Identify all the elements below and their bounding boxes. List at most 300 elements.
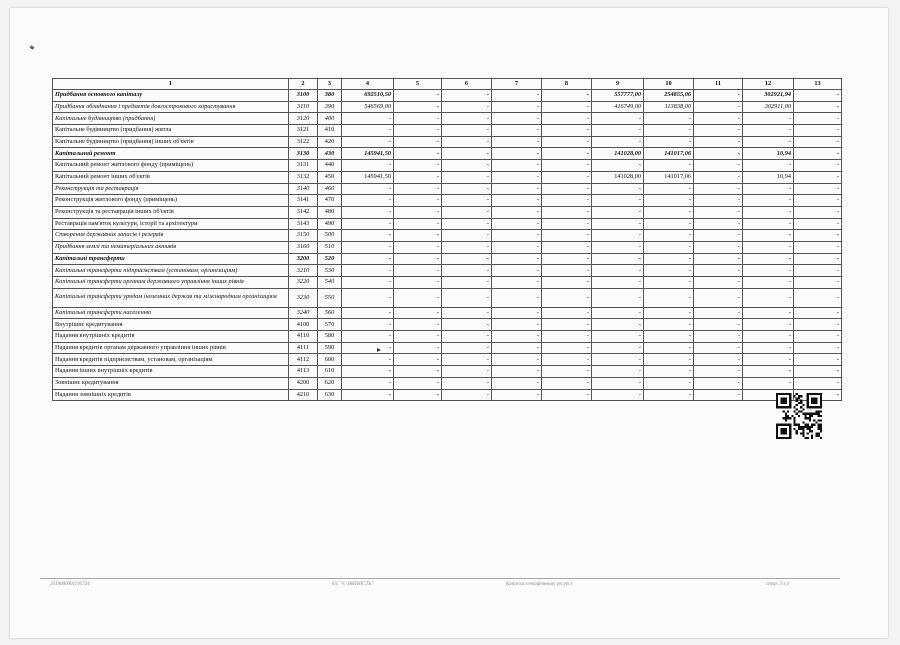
- table-row: [53, 171, 842, 183]
- amount-cell: -: [592, 218, 644, 230]
- amount-cell: -: [442, 277, 492, 289]
- amount-cell: -: [492, 148, 542, 160]
- scan-mark: [30, 45, 35, 50]
- amount-cell: -: [492, 241, 542, 253]
- amount-cell: -: [743, 319, 794, 331]
- amount-cell: -: [694, 241, 743, 253]
- amount-cell: -: [644, 113, 694, 125]
- amount-cell: -: [743, 354, 794, 366]
- amount-cell: -: [592, 319, 644, 331]
- amount-cell: -: [694, 113, 743, 125]
- amount-cell: -: [492, 195, 542, 207]
- amount-cell: -: [394, 160, 442, 172]
- amount-cell: -: [794, 307, 842, 319]
- amount-cell: -: [542, 183, 592, 195]
- amount-cell: -: [542, 160, 592, 172]
- amount-cell: -: [394, 206, 442, 218]
- amount-cell: -: [442, 366, 492, 378]
- amount-cell: 141017,06: [644, 171, 694, 183]
- amount-cell: -: [743, 331, 794, 343]
- amount-cell: -: [342, 125, 394, 137]
- amount-cell: -: [694, 171, 743, 183]
- amount-cell: -: [694, 230, 743, 242]
- row-code: 440: [318, 160, 342, 172]
- amount-cell: -: [794, 389, 842, 401]
- kekv-code: 3141: [289, 195, 318, 207]
- amount-cell: -: [542, 90, 592, 102]
- amount-cell: 10,94: [743, 171, 794, 183]
- amount-cell: -: [442, 319, 492, 331]
- amount-cell: -: [342, 160, 394, 172]
- amount-cell: -: [492, 125, 542, 137]
- amount-cell: -: [342, 307, 394, 319]
- amount-cell: -: [794, 160, 842, 172]
- row-label: Реконструкція житлового фонду (приміщень): [53, 195, 289, 207]
- amount-cell: -: [592, 277, 644, 289]
- amount-cell: -: [694, 183, 743, 195]
- amount-cell: -: [694, 253, 743, 265]
- row-label: Придбання землі та нематеріальних активів: [53, 241, 289, 253]
- kekv-code: 3150: [289, 230, 318, 242]
- amount-cell: -: [794, 366, 842, 378]
- amount-cell: 254855,06: [644, 90, 694, 102]
- amount-cell: -: [644, 288, 694, 307]
- amount-cell: -: [592, 241, 644, 253]
- kekv-code: 3120: [289, 113, 318, 125]
- kekv-code: 3132: [289, 171, 318, 183]
- footer-system: ЄС "Є-ЗВІТНІСТЬ": [332, 582, 374, 587]
- amount-cell: -: [394, 171, 442, 183]
- kekv-code: 3200: [289, 253, 318, 265]
- amount-cell: -: [492, 389, 542, 401]
- amount-cell: -: [492, 206, 542, 218]
- amount-cell: -: [592, 125, 644, 137]
- table-row: [53, 160, 842, 172]
- row-label: Капітальний ремонт: [53, 148, 289, 160]
- row-label: Надання кредитів підприємствам, установам, організаціям: [53, 354, 289, 366]
- amount-cell: -: [442, 183, 492, 195]
- row-label: Надання інших внутрішніх кредитів: [53, 366, 289, 378]
- amount-cell: -: [743, 195, 794, 207]
- amount-cell: -: [743, 366, 794, 378]
- amount-cell: -: [342, 319, 394, 331]
- amount-cell: -: [442, 241, 492, 253]
- amount-cell: -: [542, 277, 592, 289]
- amount-cell: -: [743, 218, 794, 230]
- amount-cell: -: [542, 125, 592, 137]
- amount-cell: -: [592, 389, 644, 401]
- amount-cell: -: [794, 277, 842, 289]
- amount-cell: -: [644, 125, 694, 137]
- column-number-10: 10: [644, 79, 694, 90]
- amount-cell: -: [342, 113, 394, 125]
- amount-cell: -: [743, 125, 794, 137]
- amount-cell: -: [694, 136, 743, 148]
- amount-cell: -: [342, 218, 394, 230]
- row-code: 550: [318, 288, 342, 307]
- footer-page-number: стор. 3 з 4: [766, 582, 789, 587]
- table-row: [53, 148, 842, 160]
- row-label: Придбання основного капіталу: [53, 90, 289, 102]
- amount-cell: -: [542, 218, 592, 230]
- amount-cell: -: [394, 307, 442, 319]
- amount-cell: -: [644, 366, 694, 378]
- amount-cell: -: [542, 171, 592, 183]
- row-code: 540: [318, 277, 342, 289]
- column-number-6: 6: [442, 79, 492, 90]
- kekv-code: 3160: [289, 241, 318, 253]
- table-row: [53, 389, 842, 401]
- amount-cell: -: [743, 377, 794, 389]
- column-number-12: 12: [743, 79, 794, 90]
- amount-cell: -: [794, 331, 842, 343]
- qr-code: [776, 393, 822, 439]
- kekv-code: 3240: [289, 307, 318, 319]
- row-label: Капітальні трансферти урядам іноземних держав та міжнародним організаціям: [53, 288, 289, 307]
- kekv-code: 4210: [289, 389, 318, 401]
- amount-cell: -: [442, 389, 492, 401]
- amount-cell: -: [644, 319, 694, 331]
- amount-cell: -: [694, 265, 743, 277]
- amount-cell: -: [492, 253, 542, 265]
- column-number-4: 4: [342, 79, 394, 90]
- amount-cell: -: [644, 136, 694, 148]
- amount-cell: -: [794, 206, 842, 218]
- row-label: Надання зовнішніх кредитів: [53, 389, 289, 401]
- table-row: [53, 101, 842, 113]
- amount-cell: -: [342, 195, 394, 207]
- amount-cell: -: [644, 160, 694, 172]
- row-label: Зовнішнє кредитування: [53, 377, 289, 389]
- amount-cell: -: [394, 377, 442, 389]
- table-row: [53, 195, 842, 207]
- amount-cell: -: [542, 331, 592, 343]
- row-code: 450: [318, 171, 342, 183]
- amount-cell: -: [394, 253, 442, 265]
- row-label: Капітальні трансферти населенню: [53, 307, 289, 319]
- amount-cell: -: [542, 101, 592, 113]
- amount-cell: -: [542, 265, 592, 277]
- amount-cell: -: [592, 195, 644, 207]
- column-number-2: 2: [289, 79, 318, 90]
- amount-cell: -: [442, 377, 492, 389]
- amount-cell: -: [743, 253, 794, 265]
- amount-cell: 145941,50: [342, 148, 394, 160]
- amount-cell: -: [492, 101, 542, 113]
- amount-cell: -: [442, 354, 492, 366]
- amount-cell: -: [592, 113, 644, 125]
- row-code: 610: [318, 366, 342, 378]
- table-row: [53, 354, 842, 366]
- column-number-3: 3: [318, 79, 342, 90]
- kekv-code: 3140: [289, 183, 318, 195]
- amount-cell: -: [694, 342, 743, 354]
- amount-cell: 141028,00: [592, 171, 644, 183]
- amount-cell: -: [794, 342, 842, 354]
- amount-cell: -: [492, 319, 542, 331]
- amount-cell: -: [342, 277, 394, 289]
- amount-cell: -: [492, 160, 542, 172]
- amount-cell: -: [542, 366, 592, 378]
- row-label: Реконструкція та реставрація інших об'єктів: [53, 206, 289, 218]
- row-code: 380: [318, 90, 342, 102]
- table-row: [53, 113, 842, 125]
- amount-cell: -: [644, 183, 694, 195]
- amount-cell: -: [394, 90, 442, 102]
- row-code: 570: [318, 319, 342, 331]
- amount-cell: -: [342, 377, 394, 389]
- amount-cell: -: [394, 342, 442, 354]
- amount-cell: -: [694, 206, 743, 218]
- amount-cell: -: [592, 206, 644, 218]
- kekv-code: 3143: [289, 218, 318, 230]
- amount-cell: -: [492, 90, 542, 102]
- amount-cell: -: [542, 307, 592, 319]
- amount-cell: -: [492, 354, 542, 366]
- amount-cell: -: [743, 265, 794, 277]
- amount-cell: -: [794, 319, 842, 331]
- amount-cell: -: [542, 136, 592, 148]
- budget-report-table: [52, 78, 842, 401]
- table-row: [53, 377, 842, 389]
- amount-cell: -: [694, 195, 743, 207]
- row-label: Капітальне будівництво (придбання) інших об'єктів: [53, 136, 289, 148]
- amount-cell: -: [492, 265, 542, 277]
- amount-cell: -: [743, 342, 794, 354]
- amount-cell: -: [442, 218, 492, 230]
- amount-cell: -: [342, 253, 394, 265]
- row-label: Капітальні трансферти підприємствам (установам, організаціям): [53, 265, 289, 277]
- amount-cell: -: [542, 148, 592, 160]
- amount-cell: -: [442, 195, 492, 207]
- row-label: Капітальний ремонт житлового фонду (приміщень): [53, 160, 289, 172]
- kekv-code: 4100: [289, 319, 318, 331]
- amount-cell: -: [342, 206, 394, 218]
- amount-cell: -: [394, 148, 442, 160]
- amount-cell: 141028,00: [592, 148, 644, 160]
- amount-cell: -: [542, 206, 592, 218]
- column-number-11: 11: [694, 79, 743, 90]
- row-code: 590: [318, 342, 342, 354]
- amount-cell: -: [394, 354, 442, 366]
- row-label: Реставрація пам'яток культури, історії та архітектури: [53, 218, 289, 230]
- amount-cell: -: [542, 230, 592, 242]
- amount-cell: -: [592, 307, 644, 319]
- amount-cell: -: [743, 277, 794, 289]
- amount-cell: -: [394, 183, 442, 195]
- amount-cell: -: [342, 241, 394, 253]
- table-row: [53, 307, 842, 319]
- amount-cell: -: [492, 183, 542, 195]
- amount-cell: -: [794, 90, 842, 102]
- amount-cell: -: [644, 206, 694, 218]
- amount-cell: -: [694, 160, 743, 172]
- kekv-code: 3121: [289, 125, 318, 137]
- amount-cell: -: [394, 125, 442, 137]
- amount-cell: -: [342, 230, 394, 242]
- amount-cell: -: [492, 331, 542, 343]
- table-row: [53, 366, 842, 378]
- amount-cell: -: [542, 342, 592, 354]
- row-code: 560: [318, 307, 342, 319]
- amount-cell: -: [542, 113, 592, 125]
- amount-cell: -: [442, 160, 492, 172]
- amount-cell: -: [394, 113, 442, 125]
- table-row: [53, 230, 842, 242]
- amount-cell: -: [342, 288, 394, 307]
- amount-cell: -: [394, 366, 442, 378]
- amount-cell: -: [592, 160, 644, 172]
- amount-cell: -: [644, 230, 694, 242]
- amount-cell: -: [542, 389, 592, 401]
- amount-cell: -: [592, 265, 644, 277]
- kekv-code: 3230: [289, 288, 318, 307]
- amount-cell: -: [794, 354, 842, 366]
- amount-cell: -: [794, 136, 842, 148]
- table-row: [53, 331, 842, 343]
- amount-cell: -: [794, 125, 842, 137]
- row-label: Капітальні трансферти: [53, 253, 289, 265]
- amount-cell: -: [342, 136, 394, 148]
- column-number-7: 7: [492, 79, 542, 90]
- page-footer: [40, 578, 840, 593]
- amount-cell: -: [592, 230, 644, 242]
- amount-cell: -: [542, 253, 592, 265]
- row-code: 620: [318, 377, 342, 389]
- amount-cell: -: [743, 136, 794, 148]
- table-row: [53, 241, 842, 253]
- amount-cell: -: [442, 253, 492, 265]
- amount-cell: -: [694, 366, 743, 378]
- amount-cell: -: [644, 277, 694, 289]
- amount-cell: -: [592, 366, 644, 378]
- row-label: Надання внутрішніх кредитів: [53, 331, 289, 343]
- amount-cell: -: [644, 389, 694, 401]
- amount-cell: -: [442, 230, 492, 242]
- amount-cell: -: [794, 253, 842, 265]
- kekv-code: 4113: [289, 366, 318, 378]
- row-label: Створення державних запасів і резервів: [53, 230, 289, 242]
- amount-cell: -: [794, 148, 842, 160]
- amount-cell: 557777,00: [592, 90, 644, 102]
- kekv-code: 4111: [289, 342, 318, 354]
- row-code: 600: [318, 354, 342, 366]
- amount-cell: -: [794, 101, 842, 113]
- amount-cell: -: [342, 331, 394, 343]
- amount-cell: -: [694, 389, 743, 401]
- amount-cell: -: [592, 253, 644, 265]
- column-number-9: 9: [592, 79, 644, 90]
- amount-cell: -: [442, 90, 492, 102]
- kekv-code: 3100: [289, 90, 318, 102]
- amount-cell: -: [743, 307, 794, 319]
- amount-cell: -: [644, 307, 694, 319]
- amount-cell: -: [442, 113, 492, 125]
- amount-cell: -: [794, 241, 842, 253]
- amount-cell: -: [442, 125, 492, 137]
- amount-cell: -: [592, 183, 644, 195]
- row-code: 460: [318, 183, 342, 195]
- row-label: Внутрішнє кредитування: [53, 319, 289, 331]
- amount-cell: -: [542, 319, 592, 331]
- column-number-5: 5: [394, 79, 442, 90]
- amount-cell: -: [794, 195, 842, 207]
- kekv-code: 3130: [289, 148, 318, 160]
- row-label: Капітальне будівництво (придбання) житла: [53, 125, 289, 137]
- amount-cell: -: [592, 136, 644, 148]
- amount-cell: -: [592, 331, 644, 343]
- amount-cell: 145941,50: [342, 171, 394, 183]
- row-label: Реконструкція та реставрація: [53, 183, 289, 195]
- amount-cell: -: [442, 288, 492, 307]
- amount-cell: -: [442, 101, 492, 113]
- amount-cell: -: [492, 230, 542, 242]
- amount-cell: -: [542, 195, 592, 207]
- amount-cell: -: [442, 206, 492, 218]
- table-row: [53, 183, 842, 195]
- amount-cell: -: [644, 241, 694, 253]
- amount-cell: -: [592, 377, 644, 389]
- amount-cell: -: [694, 125, 743, 137]
- row-code: 390: [318, 101, 342, 113]
- amount-cell: -: [492, 113, 542, 125]
- amount-cell: -: [394, 265, 442, 277]
- amount-cell: -: [794, 218, 842, 230]
- amount-cell: -: [694, 354, 743, 366]
- row-code: 500: [318, 230, 342, 242]
- row-code: 510: [318, 241, 342, 253]
- amount-cell: 546569,00: [342, 101, 394, 113]
- table-row: [53, 277, 842, 289]
- amount-cell: -: [394, 319, 442, 331]
- amount-cell: -: [542, 288, 592, 307]
- amount-cell: -: [342, 389, 394, 401]
- amount-cell: -: [694, 218, 743, 230]
- amount-cell: -: [743, 113, 794, 125]
- amount-cell: -: [492, 171, 542, 183]
- amount-cell: -: [694, 307, 743, 319]
- table-row: [53, 342, 842, 354]
- amount-cell: 302921,94: [743, 90, 794, 102]
- amount-cell: -: [743, 230, 794, 242]
- amount-cell: -: [342, 366, 394, 378]
- amount-cell: -: [644, 195, 694, 207]
- amount-cell: -: [592, 354, 644, 366]
- table-row: [53, 125, 842, 137]
- amount-cell: -: [794, 183, 842, 195]
- table-row: [53, 253, 842, 265]
- amount-cell: -: [542, 354, 592, 366]
- amount-cell: -: [743, 288, 794, 307]
- column-number-1: 1: [53, 79, 289, 90]
- amount-cell: -: [394, 241, 442, 253]
- amount-cell: -: [492, 136, 542, 148]
- kekv-code: 3142: [289, 206, 318, 218]
- amount-cell: -: [644, 377, 694, 389]
- table-row: [53, 319, 842, 331]
- amount-cell: -: [442, 171, 492, 183]
- amount-cell: -: [394, 288, 442, 307]
- row-code: 470: [318, 195, 342, 207]
- amount-cell: -: [442, 307, 492, 319]
- column-number-8: 8: [542, 79, 592, 90]
- amount-cell: -: [394, 277, 442, 289]
- amount-cell: -: [644, 331, 694, 343]
- amount-cell: -: [394, 331, 442, 343]
- row-label: Капітальне будівництво (придбання): [53, 113, 289, 125]
- amount-cell: -: [492, 218, 542, 230]
- table-row: [53, 136, 842, 148]
